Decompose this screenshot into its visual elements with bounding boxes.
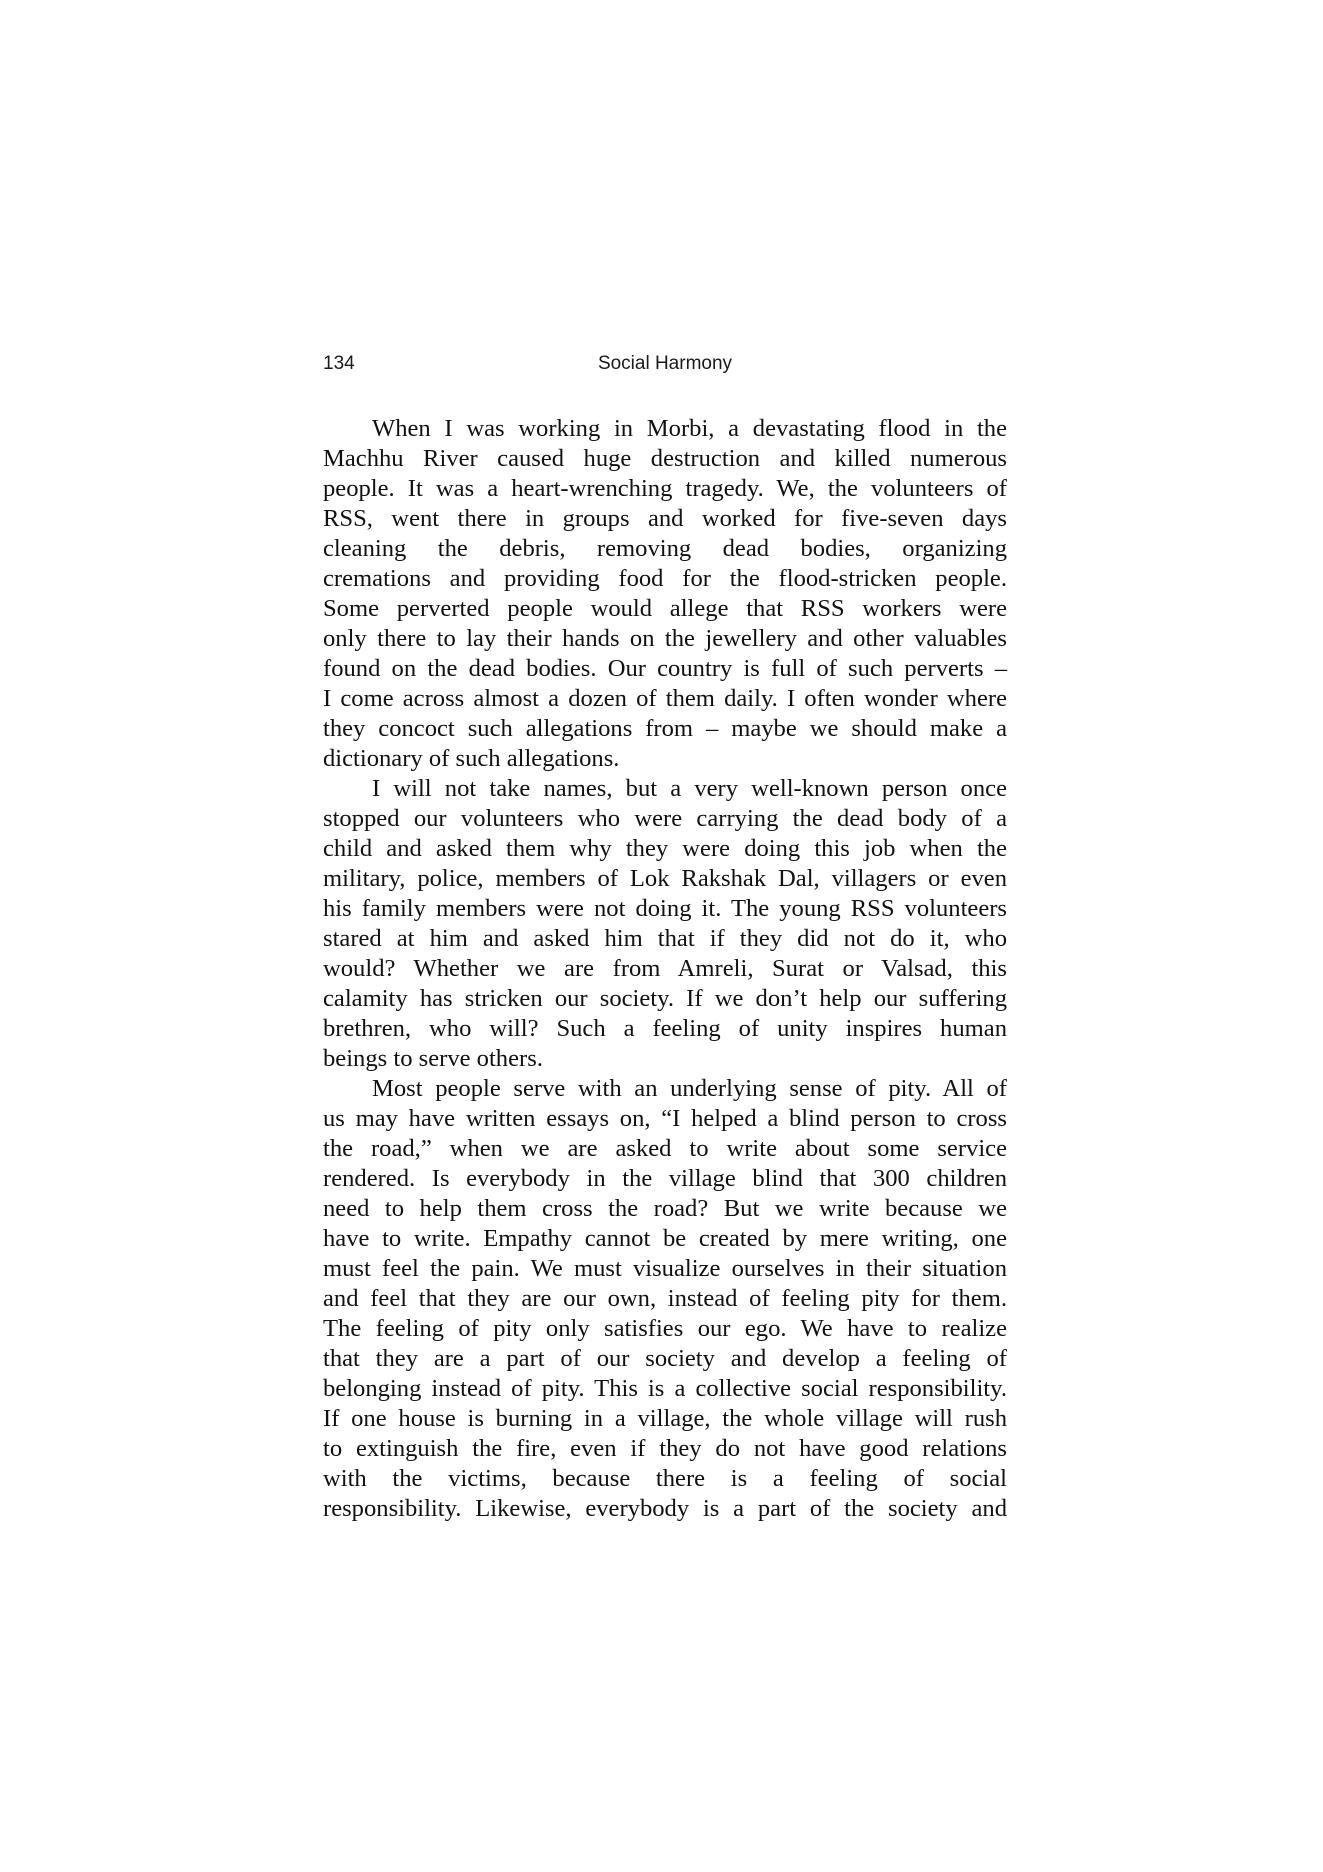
text-line: need to help them cross the road? But we write because we: [323, 1195, 1007, 1222]
text-line: Most people serve with an underlying sense of pity. All of: [372, 1075, 1007, 1102]
text-line: The feeling of pity only satisfies our ego. We have to realize: [323, 1315, 1007, 1342]
text-line: child and asked them why they were doing this job when the: [323, 835, 1007, 862]
running-title: Social Harmony: [597, 353, 733, 374]
text-line: Some perverted people would allege that RSS workers were: [323, 595, 1007, 622]
text-line: the road,” when we are asked to write about some service: [323, 1135, 1007, 1162]
text-line: have to write. Empathy cannot be created by mere writing, one: [323, 1225, 1007, 1252]
text-line: brethren, who will? Such a feeling of unity inspires human: [323, 1015, 1007, 1042]
text-line: I come across almost a dozen of them daily. I often wonder where: [323, 685, 1007, 712]
text-line: rendered. Is everybody in the village blind that 300 children: [323, 1165, 1007, 1192]
text-line: his family members were not doing it. The young RSS volunteers: [323, 895, 1007, 922]
text-line: military, police, members of Lok Rakshak Dal, villagers or even: [323, 865, 1007, 892]
text-line: responsibility. Likewise, everybody is a part of the society and: [323, 1495, 1007, 1522]
text-line: When I was working in Morbi, a devastating flood in the: [372, 415, 1007, 442]
text-line: beings to serve others.: [323, 1045, 543, 1072]
text-line: and feel that they are our own, instead of feeling pity for them.: [323, 1285, 1007, 1312]
text-line: that they are a part of our society and develop a feeling of: [323, 1345, 1007, 1372]
text-line: stared at him and asked him that if they did not do it, who: [323, 925, 1007, 952]
paragraph: [323, 774, 1007, 1074]
text-line: would? Whether we are from Amreli, Surat or Valsad, this: [323, 955, 1007, 982]
text-line: they concoct such allegations from – maybe we should make a: [323, 715, 1007, 742]
text-line: I will not take names, but a very well-known person once: [372, 775, 1007, 802]
text-line: calamity has stricken our society. If we don’t help our suffering: [323, 985, 1007, 1012]
text-line: belonging instead of pity. This is a collective social responsibility.: [323, 1375, 1007, 1402]
body-text: [323, 414, 1007, 1524]
text-line: RSS, went there in groups and worked for five-seven days: [323, 505, 1007, 532]
text-line: with the victims, because there is a feeling of social: [323, 1465, 1007, 1492]
text-line: Machhu River caused huge destruction and killed numerous: [323, 445, 1007, 472]
text-line: stopped our volunteers who were carrying the dead body of a: [323, 805, 1007, 832]
text-line: people. It was a heart-wrenching tragedy. We, the volunteers of: [323, 475, 1007, 502]
text-line: only there to lay their hands on the jewellery and other valuables: [323, 625, 1007, 652]
text-line: to extinguish the fire, even if they do not have good relations: [323, 1435, 1007, 1462]
text-line: cleaning the debris, removing dead bodies, organizing: [323, 535, 1007, 562]
text-line: must feel the pain. We must visualize ourselves in their situation: [323, 1255, 1007, 1282]
text-line: If one house is burning in a village, the whole village will rush: [323, 1405, 1007, 1432]
text-line: cremations and providing food for the flood-stricken people.: [323, 565, 1007, 592]
running-head: [323, 353, 1007, 381]
text-line: found on the dead bodies. Our country is full of such perverts –: [323, 655, 1007, 682]
text-line: dictionary of such allegations.: [323, 745, 620, 772]
text-line: us may have written essays on, “I helped a blind person to cross: [323, 1105, 1007, 1132]
paragraph: [323, 414, 1007, 774]
paragraph: [323, 1074, 1007, 1524]
page-number: 134: [323, 353, 355, 374]
